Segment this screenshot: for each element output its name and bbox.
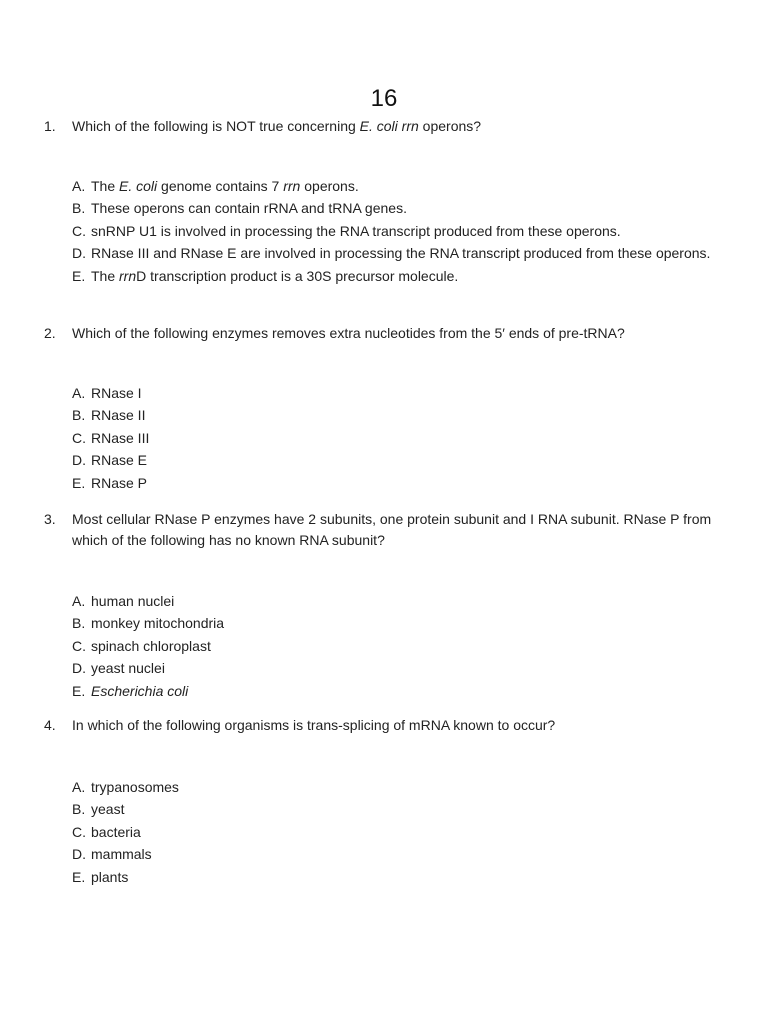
text-run: RNase III: [91, 429, 150, 446]
option-letter: C.: [72, 823, 86, 840]
option-letter: A.: [72, 593, 86, 609]
text-run: Most cellular RNase P enzymes have 2 subunits, one protein subunit and I RNA subunit. RNase P from which of the following has no known RNA subunit?: [72, 511, 712, 548]
option-letter: E.: [72, 474, 86, 491]
option-letter: E.: [72, 868, 86, 885]
answer-option-e: [72, 866, 712, 888]
answer-option-b: [72, 404, 712, 426]
question-number: 3.: [44, 511, 56, 527]
answer-option-b: [72, 798, 712, 820]
answer-option-c: [72, 220, 712, 242]
answer-option-c: [72, 821, 712, 843]
text-run: human nuclei: [91, 593, 175, 609]
question-4: [0, 715, 768, 736]
answer-options: [72, 382, 712, 494]
text-run: plants: [91, 868, 129, 885]
question-text: [72, 715, 722, 736]
text-run: The: [91, 267, 120, 284]
answer-option-b: [72, 197, 712, 219]
text-run: D transcription product is a 30S precursor molecule.: [136, 267, 459, 284]
answer-option-d: [72, 657, 712, 679]
answer-options: [72, 175, 712, 287]
question-number: 2.: [44, 325, 56, 341]
question-text: [72, 509, 722, 551]
question-stem: [0, 116, 768, 137]
answer-option-e: [72, 680, 712, 702]
page-number: 16: [370, 85, 398, 112]
text-run: Escherichia coli: [91, 682, 189, 699]
option-letter: A.: [72, 779, 86, 795]
text-run: RNase III and RNase E are involved in processing the RNA transcript produced from these operons.: [91, 245, 711, 262]
text-run: operons.: [300, 178, 359, 194]
answer-option-e: [72, 265, 712, 287]
text-run: rrn: [283, 178, 301, 194]
text-run: These operons can contain rRNA and tRNA genes.: [91, 200, 407, 217]
option-letter: A.: [72, 385, 86, 401]
text-run: yeast: [91, 801, 125, 818]
answer-option-a: [72, 175, 712, 197]
answer-options: [72, 590, 712, 702]
answer-option-a: [72, 382, 712, 404]
answer-option-e: [72, 472, 712, 494]
option-letter: C.: [72, 222, 86, 239]
text-run: In which of the following organisms is trans-splicing of mRNA known to occur?: [72, 717, 556, 733]
answer-options: [72, 776, 712, 888]
answer-option-a: [72, 590, 712, 612]
question-1: [0, 116, 768, 137]
text-run: rrn: [119, 267, 137, 284]
question-text: [72, 323, 722, 344]
answer-option-b: [72, 612, 712, 634]
option-letter: B.: [72, 615, 86, 632]
question-number: 1.: [44, 118, 56, 134]
text-run: RNase P: [91, 474, 148, 491]
text-run: mammals: [91, 846, 152, 863]
text-run: E. coli: [119, 178, 158, 194]
option-letter: A.: [72, 178, 86, 194]
answer-option-d: [72, 449, 712, 471]
text-run: RNase I: [91, 385, 142, 401]
question-stem: [0, 715, 768, 736]
text-run: E. coli rrn: [359, 118, 419, 134]
option-letter: D.: [72, 245, 86, 262]
text-run: operons?: [418, 118, 482, 134]
text-run: RNase II: [91, 407, 146, 424]
text-run: spinach chloroplast: [91, 637, 211, 654]
answer-option-c: [72, 635, 712, 657]
option-letter: C.: [72, 637, 86, 654]
option-letter: D.: [72, 846, 86, 863]
option-letter: C.: [72, 429, 86, 446]
answer-option-c: [72, 427, 712, 449]
text-run: bacteria: [91, 823, 141, 840]
question-2: [0, 323, 768, 344]
option-letter: B.: [72, 801, 86, 818]
text-run: RNase E: [91, 452, 148, 469]
text-run: snRNP U1 is involved in processing the RNA transcript produced from these operons.: [91, 222, 621, 239]
option-letter: D.: [72, 660, 86, 677]
question-stem: [0, 323, 768, 344]
text-run: monkey mitochondria: [91, 615, 225, 632]
option-letter: B.: [72, 407, 86, 424]
question-text: [72, 116, 722, 137]
text-run: Which of the following enzymes removes extra nucleotides from the 5′ ends of pre-tRNA?: [72, 325, 625, 341]
answer-option-d: [72, 242, 712, 264]
option-letter: D.: [72, 452, 86, 469]
option-letter: E.: [72, 682, 86, 699]
text-run: yeast nuclei: [91, 660, 165, 677]
option-letter: E.: [72, 267, 86, 284]
text-run: The: [91, 178, 120, 194]
answer-option-d: [72, 843, 712, 865]
question-3: [0, 509, 768, 551]
question-number: 4.: [44, 717, 56, 733]
answer-option-a: [72, 776, 712, 798]
text-run: genome contains 7: [157, 178, 284, 194]
question-stem: [0, 509, 768, 551]
text-run: Which of the following is NOT true concerning: [72, 118, 360, 134]
text-run: trypanosomes: [91, 779, 179, 795]
option-letter: B.: [72, 200, 86, 217]
